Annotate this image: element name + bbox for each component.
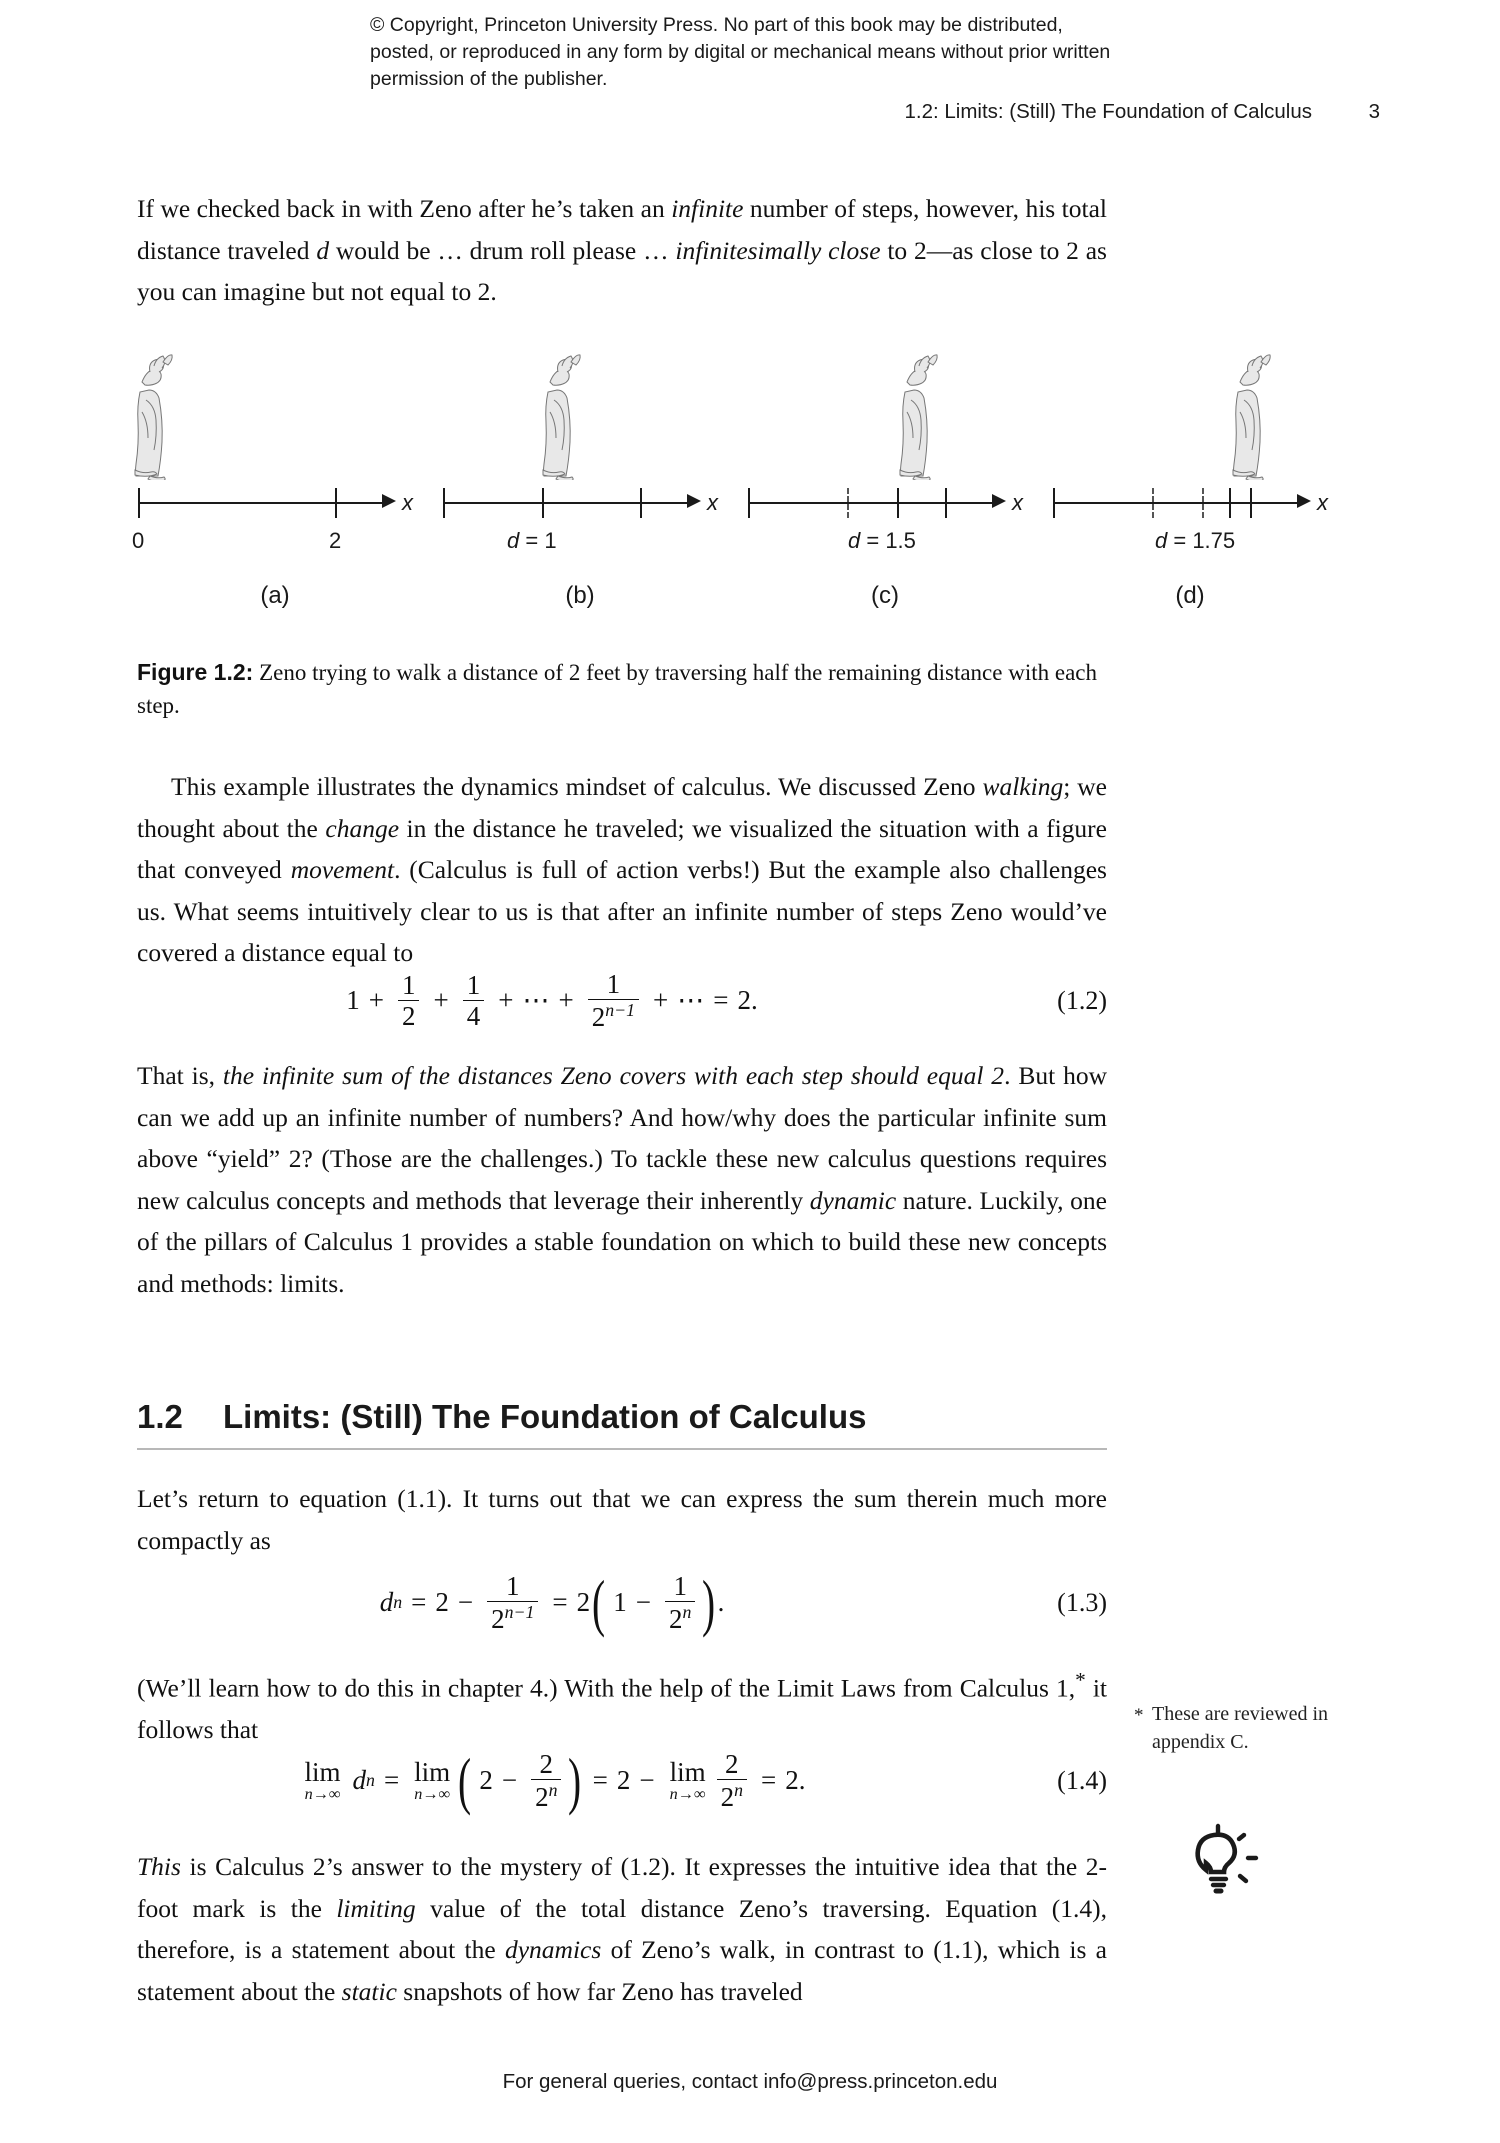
- eq14-limit-operator: lim n→∞: [414, 1756, 451, 1804]
- eq14-equals: =: [592, 1765, 608, 1796]
- paragraph-limit-laws: [137, 1660, 1107, 1751]
- eq13-subscript-n: n: [393, 1592, 403, 1613]
- p2-em-walking: walking: [982, 772, 1064, 801]
- eq14-fraction-2-over-2n: $\frac{2}{2^n}$: [531, 1750, 561, 1812]
- eq14-fraction-2-over-2n: $\frac{2}{2^n}$: [717, 1750, 747, 1812]
- figure-panel-label-a: (a): [260, 582, 290, 609]
- eq12-lead: 1: [346, 985, 360, 1016]
- eq14-subscript-n: n: [366, 1770, 375, 1791]
- p3-seg-a: That is,: [137, 1061, 223, 1090]
- paragraph-return-to-1-1: [137, 1478, 1107, 1561]
- eq12-fraction-quarter: $\frac{1}{4}$: [463, 971, 485, 1031]
- eq14-limit-operator: lim n→∞: [304, 1756, 341, 1804]
- p5-seg-b: it follows that: [137, 1673, 1107, 1744]
- zeno-figure-icon: [120, 352, 174, 480]
- p1-seg-b: number of steps, however, his total distance traveled: [137, 194, 1107, 265]
- axis-tick-label: d = 1.75: [1155, 528, 1236, 553]
- zeno-figure-icon: [885, 352, 939, 480]
- p6-em-limiting: limiting: [336, 1893, 416, 1923]
- figure-panel-b: [435, 352, 725, 632]
- axis-arrow-icon: [687, 494, 701, 508]
- eq13-minus: −: [635, 1587, 652, 1618]
- p2-seg-b: ; we thought about the: [137, 772, 1108, 843]
- axis-tick-solid: [1250, 488, 1252, 518]
- eq14-equals: =: [383, 1765, 400, 1796]
- eq14-equals: =: [761, 1765, 777, 1796]
- figure-panel-c: [740, 352, 1030, 632]
- margin-note-text: These are reviewed in appendix C.: [1152, 1703, 1329, 1753]
- axis-tick-dashed: [1152, 488, 1154, 518]
- axis-tick-dashed: [1202, 488, 1204, 518]
- eq13-two: 2: [435, 1587, 449, 1618]
- p1-seg-a: If we checked back in with Zeno after he’s taken an: [137, 194, 672, 223]
- eq14-minus: −: [639, 1765, 655, 1796]
- axis-tick-solid: [640, 488, 642, 518]
- axis-tick-label: d = 1.5: [848, 528, 916, 553]
- eq14-rhs: 2.: [785, 1765, 806, 1796]
- eq14-right-paren: ): [568, 1745, 582, 1817]
- eq12-rhs: 2.: [737, 985, 758, 1016]
- figure-caption: [137, 656, 1097, 722]
- eq13-equals: =: [411, 1587, 427, 1618]
- running-head-title: 1.2: Limits: (Still) The Foundation of Calculus: [904, 100, 1312, 123]
- figure-caption-text: Zeno trying to walk a distance of 2 feet by traversing half the remaining distance with each step.: [137, 660, 1097, 718]
- eq13-period: .: [717, 1587, 725, 1618]
- p6-seg-d: snapshots of how far Zeno has traveled: [396, 1976, 803, 2006]
- equation-1-3: [137, 1567, 1107, 1639]
- running-head: [140, 100, 1380, 124]
- eq12-plus: +: [433, 985, 449, 1016]
- axis-tick-label: 2: [329, 528, 342, 553]
- p6-em-static: static: [341, 1976, 397, 2006]
- axis-variable-label: x: [1317, 490, 1328, 515]
- axis-line: [1053, 502, 1301, 504]
- axis-tick-solid: [335, 488, 337, 518]
- p1-em-infinite: infinite: [671, 194, 744, 223]
- eq13-factor-two: 2: [576, 1587, 591, 1618]
- equation-1-2-body: [137, 970, 967, 1032]
- p2-seg-a: This example illustrates the dynamics mindset of calculus. We discussed Zeno: [171, 772, 983, 801]
- p1-em-infinitesimally-close: infinitesimally close: [675, 235, 881, 265]
- eq13-d: d: [379, 1587, 394, 1618]
- section-divider: [137, 1448, 1107, 1450]
- number-line-c: [740, 480, 1030, 526]
- p6-seg-a: is Calculus 2’s answer to the mystery of (1.2). It expresses the intuitive idea that the 2-foot mark is the: [137, 1852, 1107, 1923]
- p6-seg-b: value of the total distance Zeno’s traversing. Equation (1.4), therefore, is a statement about the: [137, 1893, 1107, 1964]
- eq14-limit-operator: lim n→∞: [669, 1756, 706, 1804]
- eq12-fraction-general: $\frac{1}{2^{n-1}}$: [588, 970, 639, 1032]
- p4-text: Let’s return to equation (1.1). It turns out that we can express the sum therein much more compactly as: [137, 1484, 1107, 1555]
- p1-em-d: d: [316, 235, 330, 265]
- equation-number-1-4: (1.4): [1057, 1765, 1107, 1795]
- p5-seg-a: (We’ll learn how to do this in chapter 4.) With the help of the Limit Laws from Calculus 1,: [137, 1673, 1076, 1703]
- margin-note-marker: *: [1134, 1705, 1144, 1726]
- p3-em-infinite-sum: the infinite sum of the distances Zeno covers with each step should equal 2: [222, 1061, 1005, 1090]
- axis-arrow-icon: [1297, 494, 1311, 508]
- eq12-ellipsis: ⋯: [677, 985, 705, 1016]
- equation-1-3-body: [137, 1567, 967, 1639]
- p3-em-dynamic: dynamic: [809, 1185, 897, 1215]
- section-heading-1-2: [137, 1398, 1107, 1436]
- lightbulb-icon: [1182, 1820, 1266, 1904]
- eq14-d: d: [352, 1765, 367, 1796]
- zeno-figure-icon: [1218, 352, 1272, 480]
- eq12-plus: +: [558, 985, 574, 1016]
- axis-line: [443, 502, 691, 504]
- eq13-one: 1: [613, 1587, 627, 1618]
- p3-seg-c: nature. Luckily, one of the pillars of Calculus 1 provides a stable foundation on which to build these new concepts and methods: limits.: [137, 1185, 1107, 1298]
- axis-variable-label: x: [402, 490, 413, 515]
- number-line-a: [130, 480, 420, 526]
- paragraph-calculus-2-answer: [137, 1846, 1107, 2012]
- axis-tick-solid: [1053, 488, 1055, 518]
- eq14-two: 2: [479, 1765, 493, 1796]
- axis-variable-label: x: [1012, 490, 1023, 515]
- p2-seg-d: . (Calculus is full of action verbs!) But the example also challenges us. What seems intuitively clear to us is that after an infinite number of steps Zeno would’ve covered a distance equal to: [137, 855, 1107, 967]
- equation-number-1-2: (1.2): [1057, 985, 1107, 1015]
- axis-tick-solid: [542, 488, 544, 518]
- axis-tick-solid: [138, 488, 140, 518]
- axis-tick-solid: [897, 488, 899, 518]
- axis-variable-label: x: [707, 490, 718, 515]
- page-footer: For general queries, contact info@press.princeton.edu: [502, 2070, 998, 2093]
- eq12-plus: +: [368, 985, 384, 1016]
- equation-number-1-3: (1.3): [1057, 1587, 1107, 1617]
- p6-em-this: This: [137, 1852, 181, 1881]
- figure-panel-label-d: (d): [1175, 582, 1205, 609]
- number-line-d: [1045, 480, 1335, 526]
- eq13-left-paren: (: [592, 1567, 606, 1639]
- axis-arrow-icon: [992, 494, 1006, 508]
- axis-line: [138, 502, 386, 504]
- equation-1-2: [137, 970, 1107, 1032]
- section-title: Limits: (Still) The Foundation of Calculus: [223, 1398, 867, 1435]
- eq12-plus: +: [653, 985, 669, 1016]
- equation-1-4: [137, 1745, 1107, 1817]
- eq13-equals: =: [552, 1587, 568, 1618]
- figure-caption-label: Figure 1.2:: [137, 659, 254, 685]
- eq14-minus: −: [501, 1765, 518, 1796]
- figure-panel-label-c: (c): [871, 582, 899, 609]
- axis-arrow-icon: [382, 494, 396, 508]
- paragraph-challenges: [137, 1055, 1107, 1304]
- p1-seg-c: would be … drum roll please …: [329, 235, 676, 265]
- axis-tick-solid: [748, 488, 750, 518]
- equation-1-4-body: [137, 1745, 967, 1817]
- axis-tick-label: d = 1: [507, 528, 557, 553]
- eq12-ellipsis: ⋯: [522, 985, 550, 1016]
- eq12-fraction-half: $\frac{1}{2}$: [398, 971, 420, 1031]
- axis-tick-solid: [443, 488, 445, 518]
- eq14-two: 2: [616, 1765, 631, 1796]
- eq14-left-paren: (: [458, 1745, 472, 1817]
- copyright-notice: © Copyright, Princeton University Press. No part of this book may be distributed, posted, or reproduced in any form by digital or mechanical means without prior written permission of the publisher.: [370, 14, 1111, 90]
- p2-em-change: change: [325, 813, 400, 843]
- eq13-minus: −: [457, 1587, 474, 1618]
- axis-tick-dashed: [847, 488, 849, 518]
- paragraph-dynamics-mindset: [137, 766, 1107, 974]
- p6-em-dynamics: dynamics: [504, 1935, 602, 1964]
- margin-note-footnote: [1134, 1700, 1372, 1756]
- number-line-b: [435, 480, 725, 526]
- figure-panel-a: [130, 352, 420, 632]
- p6-seg-c: of Zeno’s walk, in contrast to (1.1), which is a statement about the: [137, 1935, 1107, 2006]
- footnote-marker: *: [1075, 1668, 1086, 1692]
- section-number: 1.2: [137, 1398, 183, 1435]
- axis-line: [748, 502, 996, 504]
- zeno-figure-icon: [528, 352, 582, 480]
- figure-panel-d: [1045, 352, 1335, 632]
- axis-tick-label: 0: [132, 528, 145, 553]
- eq13-fraction-1-over-2n: $\frac{1}{2^n}$: [665, 1572, 695, 1634]
- eq13-fraction-1-over-2n-1: $\frac{1}{2^{n-1}}$: [487, 1572, 538, 1634]
- p2-seg-c: in the distance he traveled; we visualized the situation with a figure that conveyed: [137, 813, 1107, 884]
- paragraph-intro: [137, 188, 1107, 313]
- axis-tick-solid: [945, 488, 947, 518]
- axis-tick-solid: [1229, 488, 1231, 518]
- eq13-right-paren: ): [702, 1567, 716, 1639]
- p2-em-movement: movement: [290, 855, 395, 884]
- figure-panel-label-b: (b): [565, 582, 595, 609]
- page-number: 3: [1368, 100, 1380, 123]
- p3-seg-b: . But how can we add up an infinite number of numbers? And how/why does the particular infinite sum above “yield” 2? (Those are the challenges.) To tackle these new calculus questions requires new calculus concepts and methods that leverage their inherently: [137, 1061, 1107, 1215]
- figure-1-2: [130, 352, 1380, 632]
- p1-seg-d: to 2—as close to 2 as you can imagine but not equal to 2.: [137, 235, 1107, 306]
- eq12-plus: +: [498, 985, 514, 1016]
- eq12-equals: =: [713, 985, 729, 1016]
